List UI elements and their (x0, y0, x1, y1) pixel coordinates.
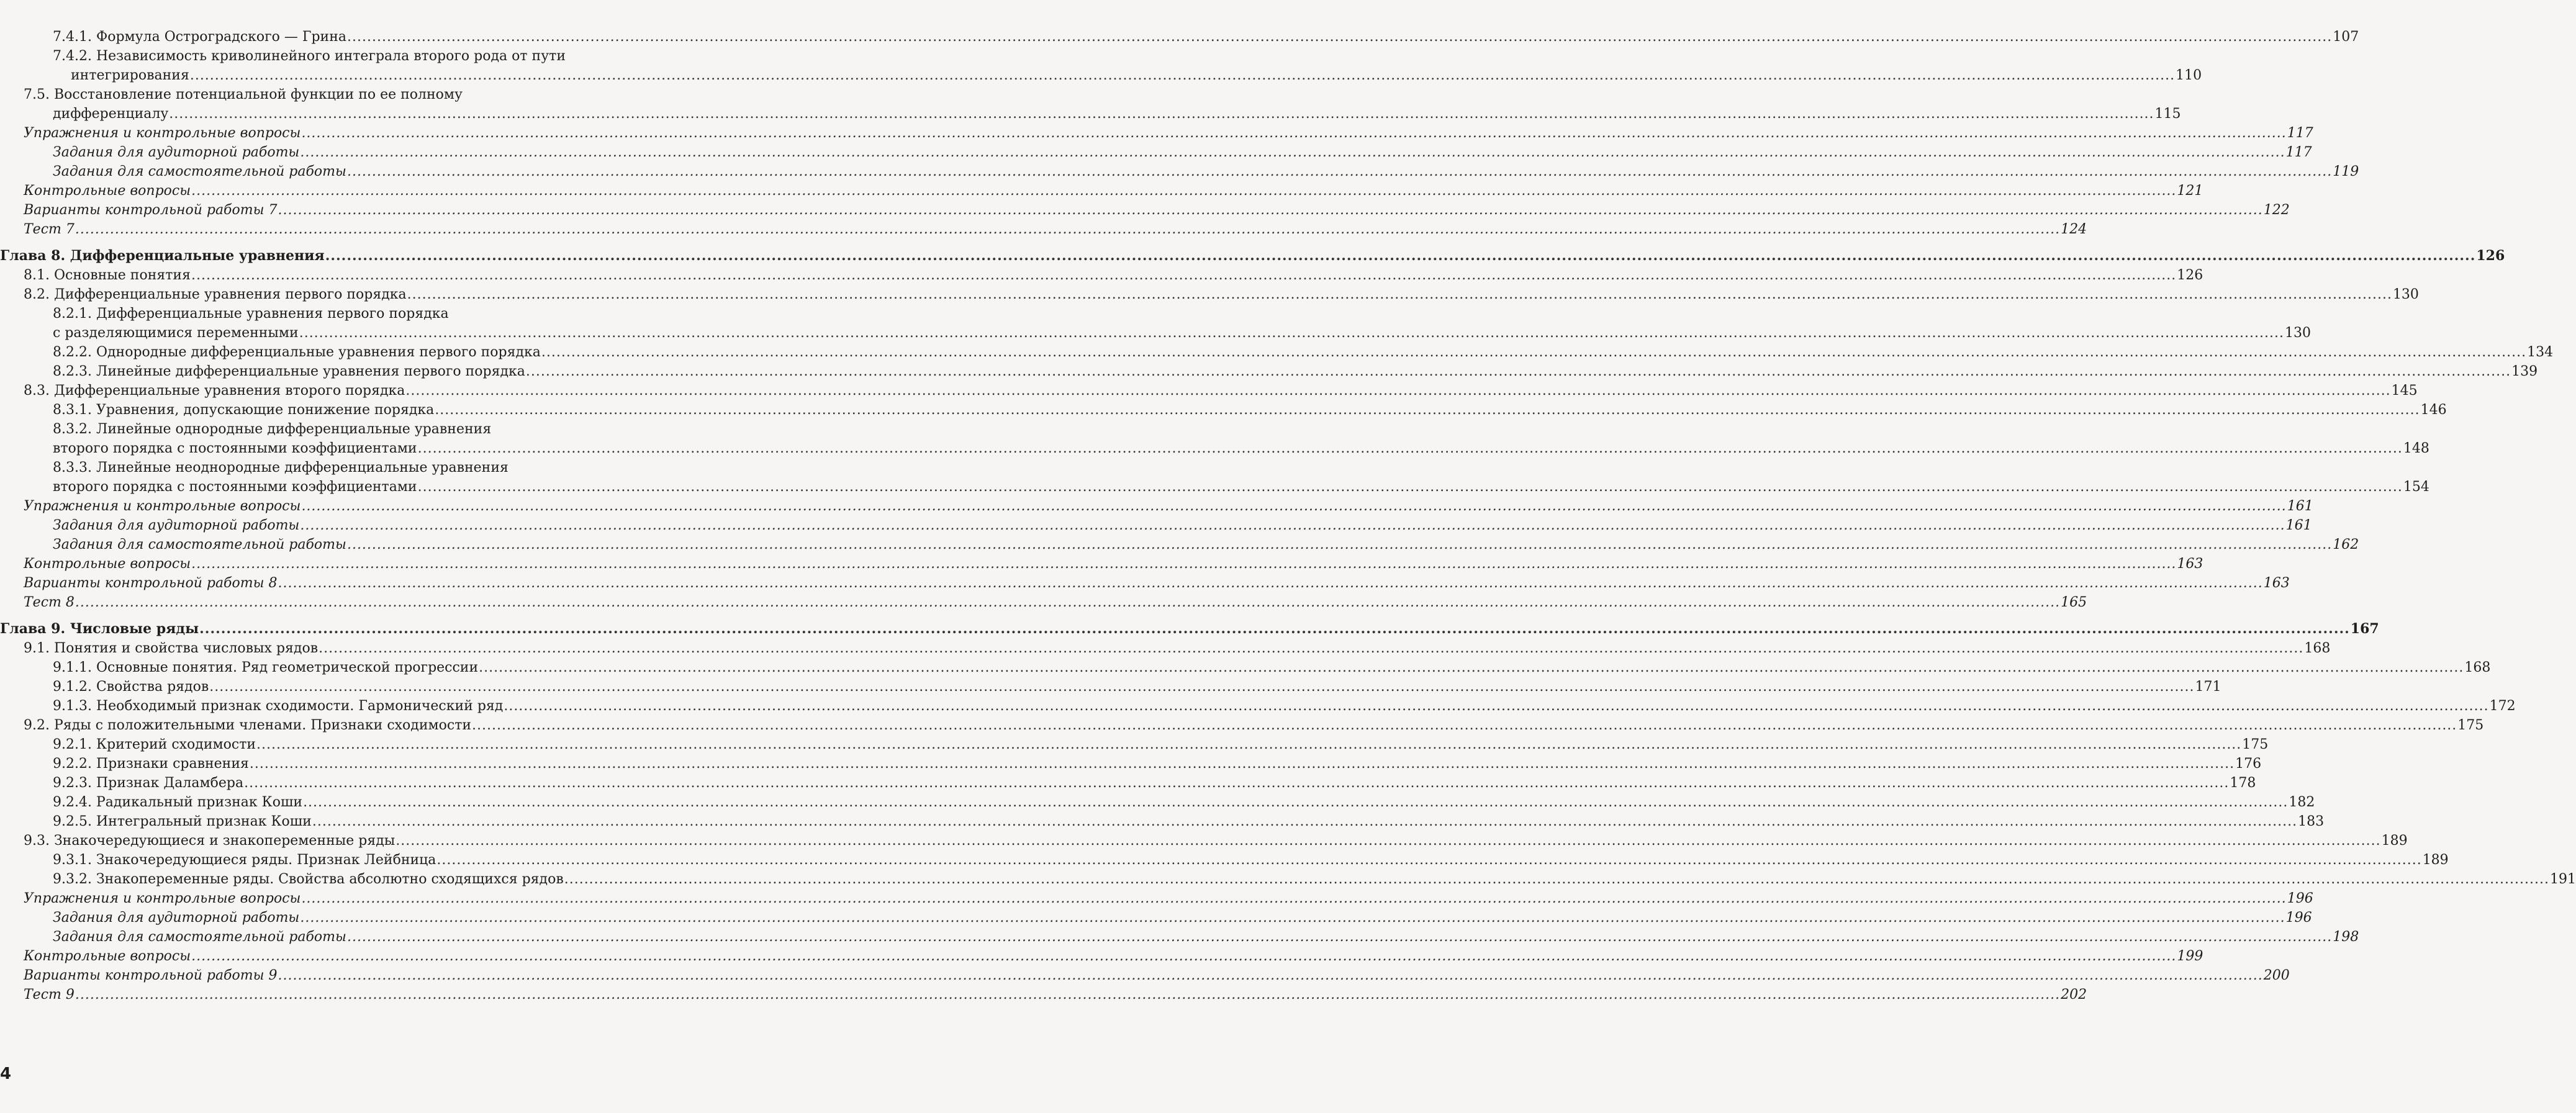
toc-line (0, 850, 2449, 870)
entry-title: 9.2.1. Критерий сходимости (53, 737, 256, 752)
toc-line (0, 677, 2221, 696)
entry-page: 146 (2420, 402, 2447, 418)
toc-entry (0, 535, 2359, 554)
entry-title: Контрольные вопросы (24, 556, 191, 572)
dot-leader: ................................................................................................................................................................................................................................................................................................................................................................................................................ (525, 364, 2511, 379)
entry-page: 119 (2333, 164, 2359, 179)
toc-entry (0, 458, 2429, 497)
dot-leader: ................................................................................................................................................................................................................................................................................................................................................................................................................ (301, 125, 2287, 141)
dot-leader: ................................................................................................................................................................................................................................................................................................................................................................................................................ (303, 795, 2289, 810)
dot-leader: ................................................................................................................................................................................................................................................................................................................................................................................................................ (299, 325, 2284, 341)
dot-leader: ................................................................................................................................................................................................................................................................................................................................................................................................................ (472, 718, 2457, 733)
entry-page: 121 (2177, 183, 2203, 199)
toc-line (0, 343, 2554, 362)
toc-line (0, 620, 2379, 639)
entry-title: 9.1.1. Основные понятия. Ряд геометрической прогрессии (53, 660, 479, 675)
dot-leader: ................................................................................................................................................................................................................................................................................................................................................................................................................ (256, 737, 2242, 752)
dot-leader: ................................................................................................................................................................................................................................................................................................................................................................................................................ (75, 987, 2061, 1003)
chapter-entry (0, 620, 2379, 639)
entry-title: 7.5. Восстановление потенциальной функции по ее полному (24, 87, 463, 102)
page-number: 4 (0, 1065, 12, 1083)
entry-title: дифференциалу (53, 106, 169, 122)
toc-line (0, 66, 2202, 85)
dot-leader: ................................................................................................................................................................................................................................................................................................................................................................................................................ (312, 814, 2298, 829)
toc-line (0, 162, 2359, 181)
toc-entry (0, 143, 2312, 162)
toc-line (0, 574, 2290, 593)
toc-line (0, 85, 624, 104)
dot-leader: ................................................................................................................................................................................................................................................................................................................................................................................................................ (504, 698, 2489, 714)
entry-page: 124 (2061, 222, 2087, 237)
toc-entry (0, 574, 2290, 593)
entry-page: 134 (2527, 345, 2554, 360)
entry-title: 7.4.2. Независимость криволинейного интеграла второго рода от пути (53, 48, 566, 64)
dot-leader: ................................................................................................................................................................................................................................................................................................................................................................................................................ (209, 679, 2195, 695)
entry-page: 183 (2298, 814, 2325, 829)
toc-line (0, 831, 2408, 850)
toc-entry (0, 812, 2325, 831)
entry-page: 163 (2263, 575, 2290, 591)
toc-line (0, 400, 2447, 420)
dot-leader: ................................................................................................................................................................................................................................................................................................................................................................................................................ (249, 756, 2235, 772)
dot-leader: ................................................................................................................................................................................................................................................................................................................................................................................................................ (347, 29, 2333, 45)
entry-title: Варианты контрольной работы 9 (24, 968, 278, 983)
toc-line (0, 535, 2359, 554)
toc-line (0, 658, 2491, 677)
dot-leader: ................................................................................................................................................................................................................................................................................................................................................................................................................ (564, 872, 2549, 887)
entry-page: 139 (2511, 364, 2538, 379)
entry-page: 171 (2195, 679, 2221, 695)
toc-line (0, 304, 624, 323)
toc-entry (0, 850, 2449, 870)
entry-title: 8.2. Дифференциальные уравнения первого порядка (24, 287, 407, 302)
entry-title: 9.2.2. Признаки сравнения (53, 756, 249, 772)
entry-page: 110 (2176, 68, 2202, 83)
toc-entry (0, 870, 2576, 889)
dot-leader: ................................................................................................................................................................................................................................................................................................................................................................................................................ (244, 775, 2230, 791)
toc-line (0, 696, 2516, 716)
entry-title: Задания для самостоятельной работы (53, 929, 346, 945)
toc-entry (0, 831, 2408, 850)
toc-entry (0, 420, 2429, 458)
entry-title: Задания для аудиторной работы (53, 518, 300, 533)
toc-line (0, 124, 2313, 143)
entry-title: 8.3.2. Линейные однородные дифференциальные уравнения (53, 421, 492, 437)
toc-entry (0, 639, 2331, 658)
entry-page: 162 (2333, 537, 2359, 552)
entry-title: второго порядка с постоянными коэффициентами (53, 441, 417, 456)
toc-line (0, 381, 2418, 400)
toc-line (0, 420, 624, 439)
toc-line (0, 477, 2429, 497)
toc-entry (0, 285, 2419, 304)
toc-entry (0, 966, 2290, 985)
entry-title: 9.3. Знакочередующиеся и знакопеременные ряды (24, 833, 395, 849)
entry-title: Задания для аудиторной работы (53, 910, 300, 926)
entry-title: 8.2.3. Линейные дифференциальные уравнения первого порядка (53, 364, 525, 379)
toc-line (0, 201, 2290, 220)
toc-line (0, 554, 2203, 574)
dot-leader: ................................................................................................................................................................................................................................................................................................................................................................................................................ (325, 248, 2476, 264)
entry-title: Глава 8. Дифференциальные уравнения (0, 248, 325, 264)
entry-page: 172 (2489, 698, 2516, 714)
entry-page: 199 (2177, 949, 2203, 964)
dot-leader: ................................................................................................................................................................................................................................................................................................................................................................................................................ (199, 621, 2350, 637)
toc-line (0, 927, 2359, 947)
entry-page: 168 (2464, 660, 2491, 675)
entry-title: 8.1. Основные понятия (24, 268, 191, 283)
dot-leader: ................................................................................................................................................................................................................................................................................................................................................................................................................ (301, 498, 2287, 514)
toc-entry (0, 927, 2359, 947)
toc-entry (0, 343, 2554, 362)
toc-entry (0, 201, 2290, 220)
entry-page: 161 (2285, 518, 2312, 533)
toc-entry (0, 162, 2359, 181)
entry-title: Контрольные вопросы (24, 949, 191, 964)
entry-page: 189 (2381, 833, 2408, 849)
chapter-entry (0, 246, 2505, 266)
toc-line (0, 27, 2359, 47)
entry-title: 7.4.1. Формула Остроградского — Грина (53, 29, 346, 45)
dot-leader: ................................................................................................................................................................................................................................................................................................................................................................................................................ (479, 660, 2464, 675)
entry-page: 126 (2177, 268, 2203, 283)
toc-line (0, 735, 2269, 754)
toc-line (0, 323, 2311, 343)
toc-line (0, 143, 2312, 162)
table-of-contents (0, 27, 2576, 1004)
dot-leader: ................................................................................................................................................................................................................................................................................................................................................................................................................ (395, 833, 2381, 849)
dot-leader: ................................................................................................................................................................................................................................................................................................................................................................................................................ (417, 441, 2403, 456)
dot-leader: ................................................................................................................................................................................................................................................................................................................................................................................................................ (300, 910, 2285, 926)
toc-entry (0, 400, 2447, 420)
toc-entry (0, 985, 2087, 1004)
toc-entry (0, 754, 2262, 773)
entry-title: интегрирования (71, 68, 189, 83)
entry-page: 145 (2391, 383, 2418, 399)
dot-leader: ................................................................................................................................................................................................................................................................................................................................................................................................................ (75, 595, 2061, 610)
toc-entry (0, 497, 2313, 516)
dot-leader: ................................................................................................................................................................................................................................................................................................................................................................................................................ (541, 345, 2527, 360)
entry-page: 115 (2154, 106, 2181, 122)
entry-page: 107 (2333, 29, 2359, 45)
entry-title: Тест 7 (24, 222, 75, 237)
toc-line (0, 966, 2290, 985)
toc-line (0, 773, 2256, 793)
entry-title: Варианты контрольной работы 8 (24, 575, 278, 591)
toc-entry (0, 381, 2418, 400)
toc-line (0, 266, 2203, 285)
entry-page: 122 (2263, 202, 2290, 218)
entry-page: 154 (2403, 479, 2429, 495)
dot-leader: ................................................................................................................................................................................................................................................................................................................................................................................................................ (191, 949, 2177, 964)
entry-title: 9.1.3. Необходимый признак сходимости. Гармонический ряд (53, 698, 504, 714)
entry-title: 8.3.1. Уравнения, допускающие понижение порядка (53, 402, 435, 418)
entry-page: 176 (2235, 756, 2262, 772)
entry-page: 117 (2287, 125, 2313, 141)
toc-entry (0, 362, 2538, 381)
entry-page: 198 (2333, 929, 2359, 945)
toc-line (0, 985, 2087, 1004)
entry-title: 9.3.1. Знакочередующиеся ряды. Признак Лейбница (53, 852, 436, 868)
toc-line (0, 181, 2203, 201)
dot-leader: ................................................................................................................................................................................................................................................................................................................................................................................................................ (169, 106, 2154, 122)
toc-line (0, 754, 2262, 773)
entry-page: 117 (2285, 145, 2312, 160)
toc-entry (0, 908, 2312, 927)
toc-entry (0, 889, 2313, 908)
entry-page: 148 (2403, 441, 2429, 456)
entry-page: 202 (2061, 987, 2087, 1003)
dot-leader: ................................................................................................................................................................................................................................................................................................................................................................................................................ (75, 222, 2061, 237)
toc-line (0, 516, 2312, 535)
toc-line (0, 104, 2181, 124)
entry-title: 9.2.5. Интегральный признак Коши (53, 814, 312, 829)
toc-entry (0, 658, 2491, 677)
toc-line (0, 47, 624, 66)
entry-page: 182 (2289, 795, 2315, 810)
toc-entry (0, 947, 2203, 966)
entry-title: Тест 8 (24, 595, 75, 610)
entry-page: 130 (2392, 287, 2419, 302)
entry-page: 126 (2476, 248, 2505, 264)
entry-title: Задания для самостоятельной работы (53, 164, 346, 179)
entry-page: 175 (2242, 737, 2269, 752)
entry-page: 130 (2284, 325, 2311, 341)
entry-title: 8.3. Дифференциальные уравнения второго порядка (24, 383, 405, 399)
dot-leader: ................................................................................................................................................................................................................................................................................................................................................................................................................ (189, 68, 2176, 83)
entry-title: 9.2.3. Признак Даламбера (53, 775, 244, 791)
dot-leader: ................................................................................................................................................................................................................................................................................................................................................................................................................ (346, 537, 2333, 552)
toc-entry (0, 793, 2315, 812)
dot-leader: ................................................................................................................................................................................................................................................................................................................................................................................................................ (346, 929, 2333, 945)
dot-leader: ................................................................................................................................................................................................................................................................................................................................................................................................................ (278, 968, 2263, 983)
toc-line (0, 908, 2312, 927)
toc-line (0, 793, 2315, 812)
entry-title: 9.2. Ряды с положительными членами. Признаки сходимости (24, 718, 472, 733)
toc-line (0, 246, 2505, 266)
toc-entry (0, 266, 2203, 285)
dot-leader: ................................................................................................................................................................................................................................................................................................................................................................................................................ (407, 287, 2392, 302)
toc-line (0, 716, 2484, 735)
toc-entry (0, 593, 2087, 612)
toc-line (0, 870, 2576, 889)
entry-title: Задания для аудиторной работы (53, 145, 300, 160)
dot-leader: ................................................................................................................................................................................................................................................................................................................................................................................................................ (300, 518, 2285, 533)
entry-title: 8.2.1. Дифференциальные уравнения первого порядка (53, 306, 449, 322)
toc-line (0, 497, 2313, 516)
toc-entry (0, 716, 2484, 735)
entry-page: 189 (2422, 852, 2449, 868)
entry-title: Контрольные вопросы (24, 183, 191, 199)
toc-line (0, 593, 2087, 612)
dot-leader: ................................................................................................................................................................................................................................................................................................................................................................................................................ (191, 556, 2177, 572)
toc-entry (0, 677, 2221, 696)
entry-page: 200 (2263, 968, 2290, 983)
toc-entry (0, 696, 2516, 716)
entry-page: 167 (2350, 621, 2379, 637)
dot-leader: ................................................................................................................................................................................................................................................................................................................................................................................................................ (417, 479, 2403, 495)
dot-leader: ................................................................................................................................................................................................................................................................................................................................................................................................................ (436, 852, 2422, 868)
dot-leader: ................................................................................................................................................................................................................................................................................................................................................................................................................ (435, 402, 2420, 418)
entry-page: 196 (2287, 891, 2313, 906)
entry-page: 165 (2061, 595, 2087, 610)
entry-page: 178 (2230, 775, 2256, 791)
entry-title: Упражнения и контрольные вопросы (24, 891, 301, 906)
entry-title: Задания для самостоятельной работы (53, 537, 346, 552)
toc-entry (0, 27, 2359, 47)
toc-entry (0, 554, 2203, 574)
dot-leader: ................................................................................................................................................................................................................................................................................................................................................................................................................ (405, 383, 2391, 399)
entry-title: Варианты контрольной работы 7 (24, 202, 278, 218)
entry-title: Глава 9. Числовые ряды (0, 621, 199, 637)
toc-line (0, 285, 2419, 304)
dot-leader: ................................................................................................................................................................................................................................................................................................................................................................................................................ (191, 268, 2177, 283)
entry-page: 161 (2287, 498, 2313, 514)
entry-title: 9.1. Понятия и свойства числовых рядов (24, 641, 319, 656)
entry-page: 163 (2177, 556, 2203, 572)
toc-line (0, 812, 2325, 831)
entry-title: Тест 9 (24, 987, 75, 1003)
toc-line (0, 947, 2203, 966)
dot-leader: ................................................................................................................................................................................................................................................................................................................................................................................................................ (278, 575, 2263, 591)
entry-title: Упражнения и контрольные вопросы (24, 125, 301, 141)
dot-leader: ................................................................................................................................................................................................................................................................................................................................................................................................................ (300, 145, 2285, 160)
toc-entry (0, 773, 2256, 793)
toc-entry (0, 85, 2181, 124)
dot-leader: ................................................................................................................................................................................................................................................................................................................................................................................................................ (346, 164, 2333, 179)
toc-line (0, 889, 2313, 908)
entry-title: второго порядка с постоянными коэффициентами (53, 479, 417, 495)
toc-line (0, 458, 624, 477)
entry-page: 191 (2549, 872, 2576, 887)
entry-title: 9.1.2. Свойства рядов (53, 679, 209, 695)
toc-line (0, 220, 2087, 239)
dot-leader: ................................................................................................................................................................................................................................................................................................................................................................................................................ (319, 641, 2304, 656)
entry-title: 8.2.2. Однородные дифференциальные уравнения первого порядка (53, 345, 541, 360)
toc-line (0, 362, 2538, 381)
entry-page: 196 (2285, 910, 2312, 926)
entry-title: Упражнения и контрольные вопросы (24, 498, 301, 514)
entry-title: 9.3.2. Знакопеременные ряды. Свойства абсолютно сходящихся рядов (53, 872, 564, 887)
toc-line (0, 639, 2331, 658)
toc-entry (0, 47, 2202, 85)
toc-entry (0, 516, 2312, 535)
toc-line (0, 439, 2429, 458)
toc-entry (0, 304, 2311, 343)
toc-entry (0, 220, 2087, 239)
toc-entry (0, 181, 2203, 201)
entry-title: с разделяющимися переменными (53, 325, 299, 341)
dot-leader: ................................................................................................................................................................................................................................................................................................................................................................................................................ (301, 891, 2287, 906)
toc-entry (0, 735, 2269, 754)
entry-page: 168 (2304, 641, 2331, 656)
entry-title: 8.3.3. Линейные неоднородные дифференциальные уравнения (53, 460, 508, 475)
dot-leader: ................................................................................................................................................................................................................................................................................................................................................................................................................ (278, 202, 2263, 218)
dot-leader: ................................................................................................................................................................................................................................................................................................................................................................................................................ (191, 183, 2177, 199)
entry-page: 175 (2457, 718, 2484, 733)
entry-title: 9.2.4. Радикальный признак Коши (53, 795, 303, 810)
toc-entry (0, 124, 2313, 143)
